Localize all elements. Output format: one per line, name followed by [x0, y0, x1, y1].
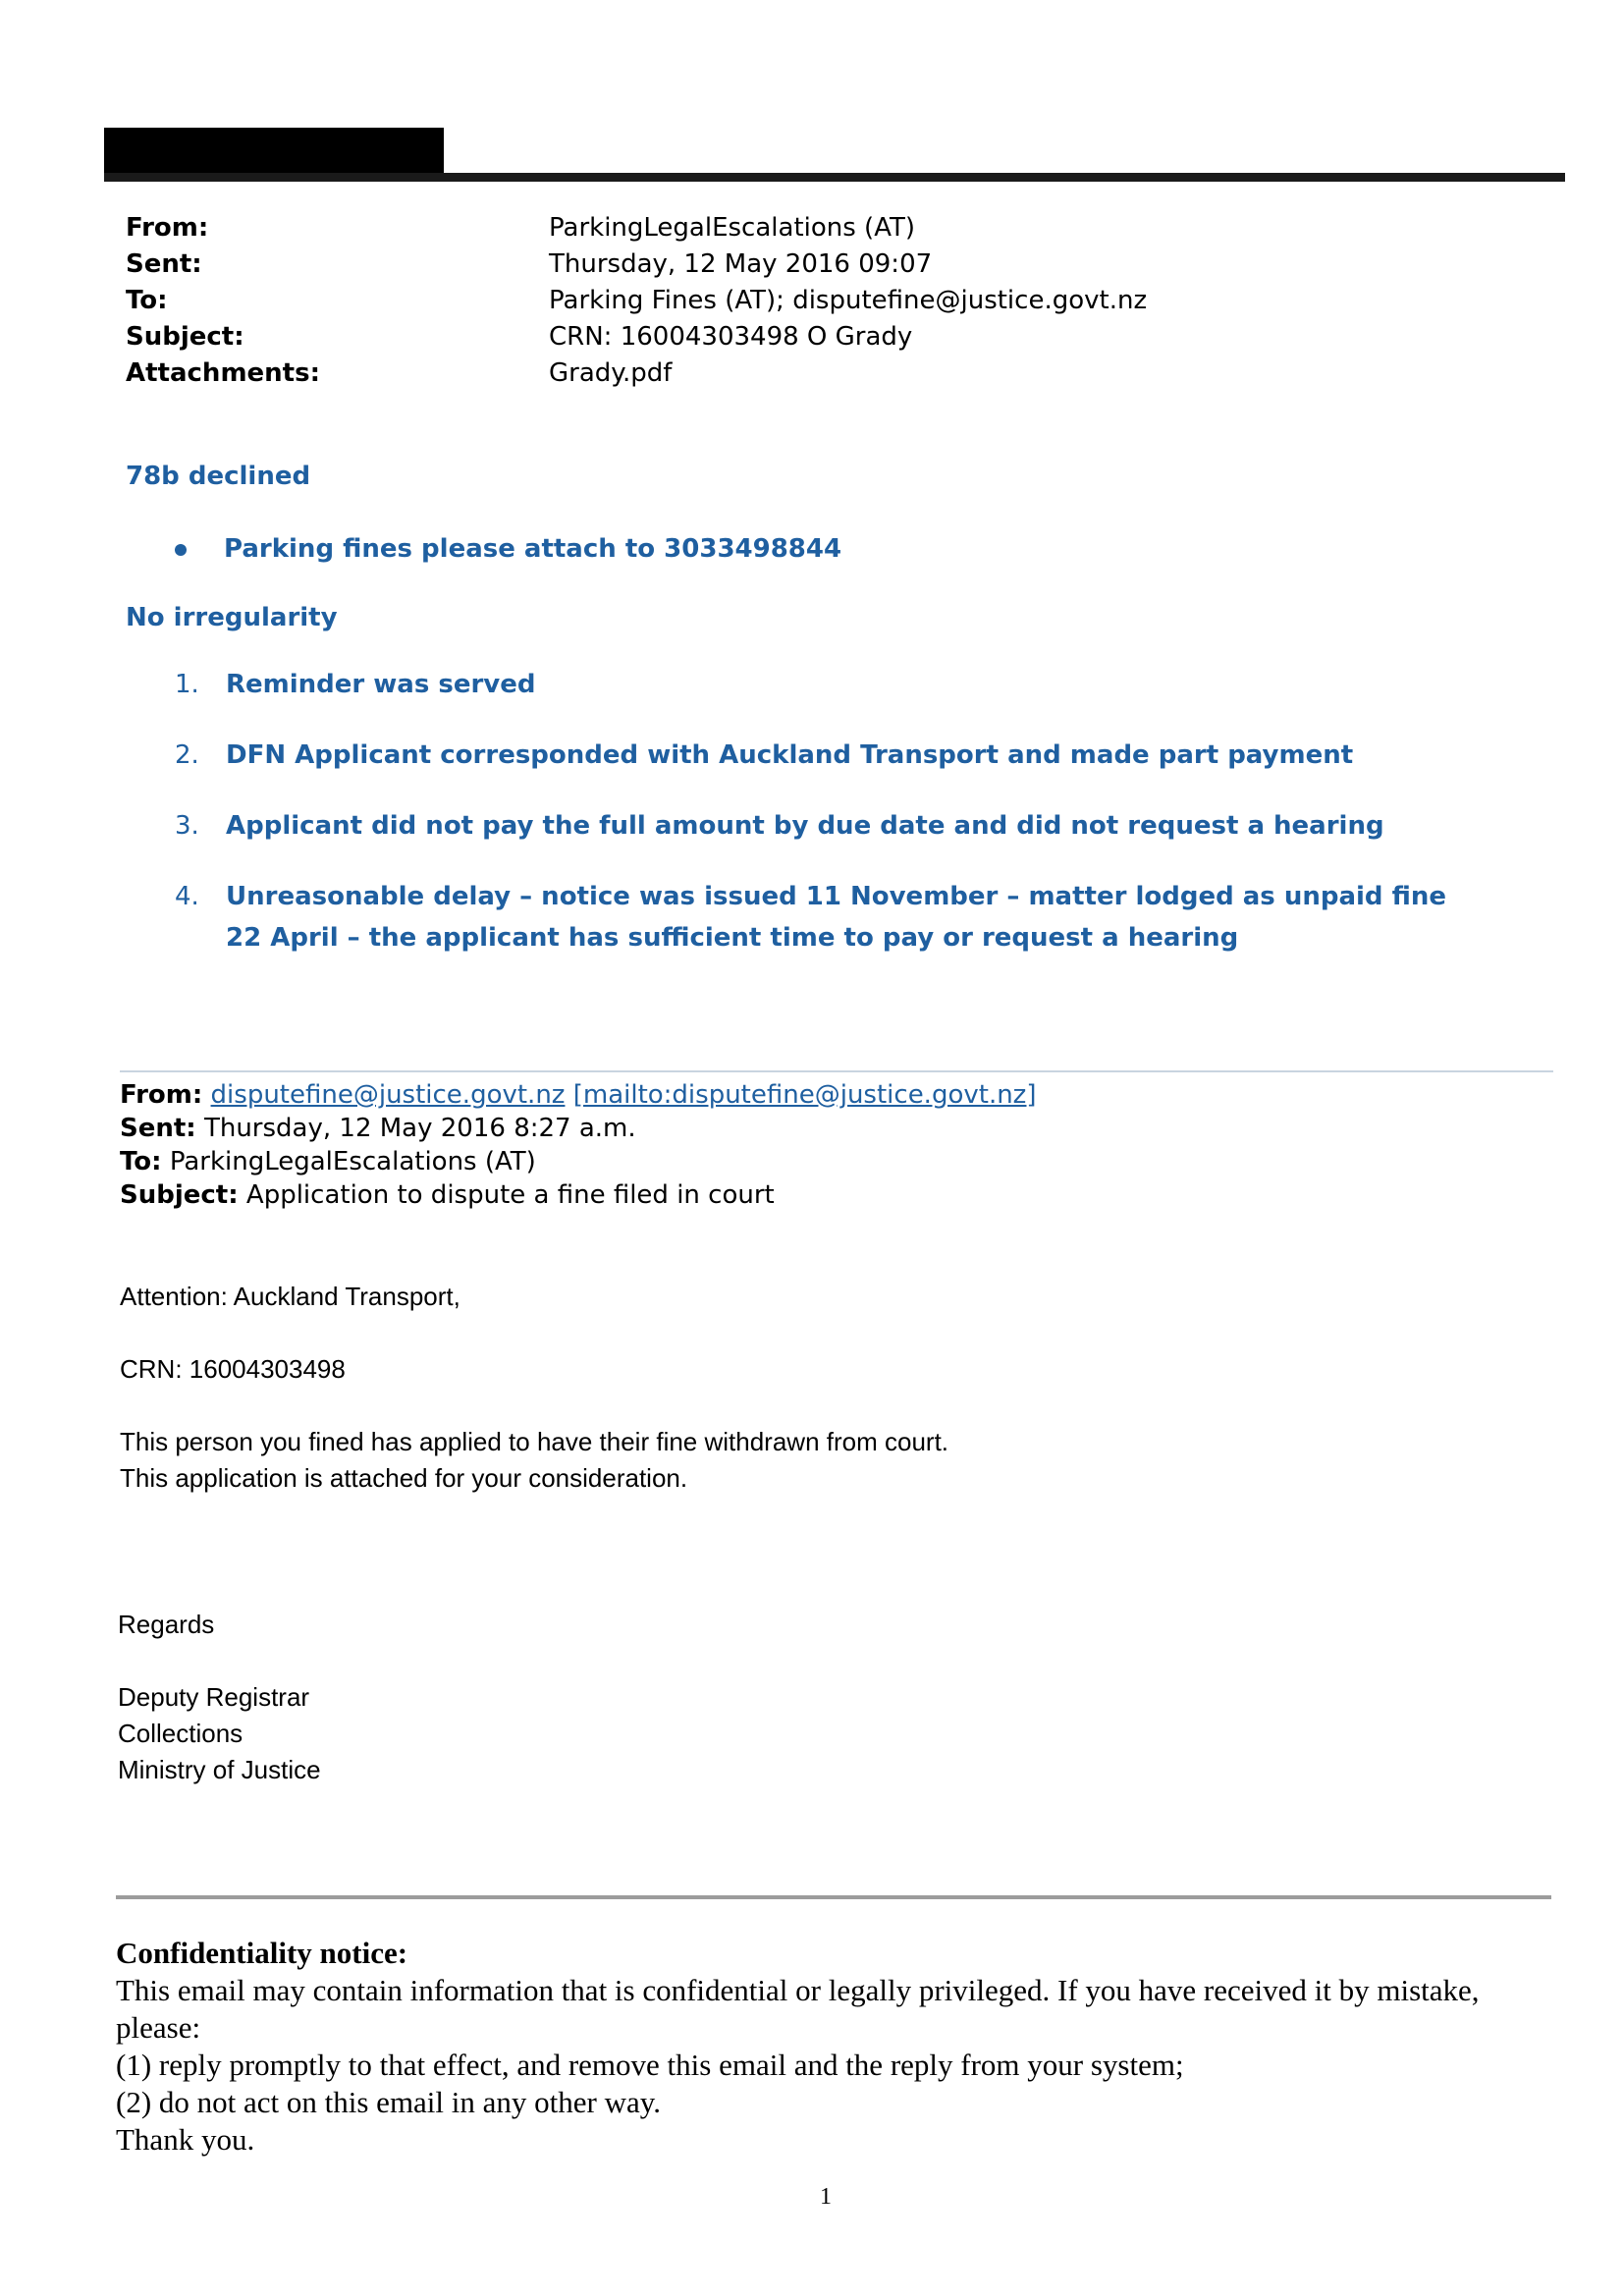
list-text: DFN Applicant corresponded with Auckland Transport and made part payment — [226, 740, 1354, 770]
forwarded-subject-row — [120, 1178, 1036, 1212]
signature-title: Deputy Registrar — [118, 1682, 310, 1712]
forwarded-subject-value: Application to dispute a fine filed in court — [245, 1180, 775, 1210]
confidentiality-notice — [116, 1935, 1549, 2159]
redaction-block — [104, 128, 444, 177]
header-rule — [104, 173, 1565, 182]
regards-line: Regards — [118, 1610, 215, 1639]
subject-label: Subject: — [126, 322, 244, 352]
list-text: Applicant did not pay the full amount by due date and did not request a hearing — [226, 811, 1384, 841]
list-number: 4. — [175, 882, 199, 911]
confidentiality-point-1: (1) reply promptly to that effect, and remove this email and the reply from your system; — [116, 2048, 1184, 2082]
forwarded-sent-row — [120, 1112, 1036, 1145]
list-item — [175, 805, 1500, 847]
confidentiality-thanks: Thank you. — [116, 2122, 255, 2157]
forwarded-from-email-link[interactable]: disputefine@justice.govt.nz — [210, 1080, 566, 1110]
header-to-row — [126, 283, 1402, 319]
bullet-item — [175, 534, 841, 564]
confidentiality-title: Confidentiality notice: — [116, 1936, 408, 1970]
header-from-row — [126, 210, 1402, 246]
signature-organisation: Ministry of Justice — [118, 1755, 321, 1784]
list-number: 3. — [175, 811, 199, 841]
list-text: Unreasonable delay – notice was issued 11 November – matter lodged as unpaid fine 22 April – the applicant has sufficient time to pay or request a hearing — [226, 882, 1446, 953]
body-line-2: This application is attached for your consideration. — [120, 1463, 688, 1493]
forwarded-from-row — [120, 1078, 1036, 1112]
header-attachments-row — [126, 355, 1402, 392]
forwarded-to-row — [120, 1145, 1036, 1178]
forward-separator — [120, 1070, 1553, 1072]
forwarded-header — [120, 1078, 1036, 1212]
from-label: From: — [126, 213, 209, 243]
forwarded-mailto-link[interactable]: [mailto:disputefine@justice.govt.nz] — [572, 1080, 1037, 1110]
page-number: 1 — [820, 2184, 832, 2210]
from-value: ParkingLegalEscalations (AT) — [549, 213, 915, 243]
to-value: Parking Fines (AT); disputefine@justice.govt.nz — [549, 286, 1148, 315]
note-heading-irregularity: No irregularity — [126, 603, 338, 632]
forwarded-sent-label: Sent: — [120, 1114, 196, 1143]
note-heading-declined: 78b declined — [126, 462, 311, 491]
sent-value: Thursday, 12 May 2016 09:07 — [549, 249, 933, 279]
forwarded-to-label: To: — [120, 1147, 162, 1176]
list-text: Reminder was served — [226, 670, 536, 699]
list-item — [175, 735, 1500, 776]
confidentiality-text: This email may contain information that is confidential or legally privileged. If you have received it by mistake, please: — [116, 1973, 1480, 2045]
attachments-value: Grady.pdf — [549, 358, 673, 388]
list-number: 2. — [175, 740, 199, 770]
subject-value: CRN: 16004303498 O Grady — [549, 322, 913, 352]
sent-label: Sent: — [126, 249, 202, 279]
crn-line: CRN: 16004303498 — [120, 1354, 346, 1384]
list-item — [175, 876, 1481, 958]
confidentiality-point-2: (2) do not act on this email in any other way. — [116, 2085, 661, 2119]
list-item — [175, 664, 1500, 705]
header-sent-row — [126, 246, 1402, 283]
forwarded-subject-label: Subject: — [120, 1180, 239, 1210]
signature-department: Collections — [118, 1719, 243, 1748]
attention-line: Attention: Auckland Transport, — [120, 1282, 460, 1311]
forwarded-sent-value: Thursday, 12 May 2016 8:27 a.m. — [203, 1114, 636, 1143]
body-line-1: This person you fined has applied to have their fine withdrawn from court. — [120, 1427, 949, 1456]
header-subject-row — [126, 319, 1402, 355]
bullet-dot-icon — [175, 544, 187, 556]
forwarded-to-value: ParkingLegalEscalations (AT) — [169, 1147, 536, 1176]
bullet-text: Parking fines please attach to 3033498844 — [224, 534, 842, 564]
list-number: 1. — [175, 670, 199, 699]
email-header — [126, 210, 1402, 392]
forwarded-from-label: From: — [120, 1080, 203, 1110]
attachments-label: Attachments: — [126, 358, 320, 388]
to-label: To: — [126, 286, 168, 315]
signature-separator — [116, 1895, 1551, 1899]
